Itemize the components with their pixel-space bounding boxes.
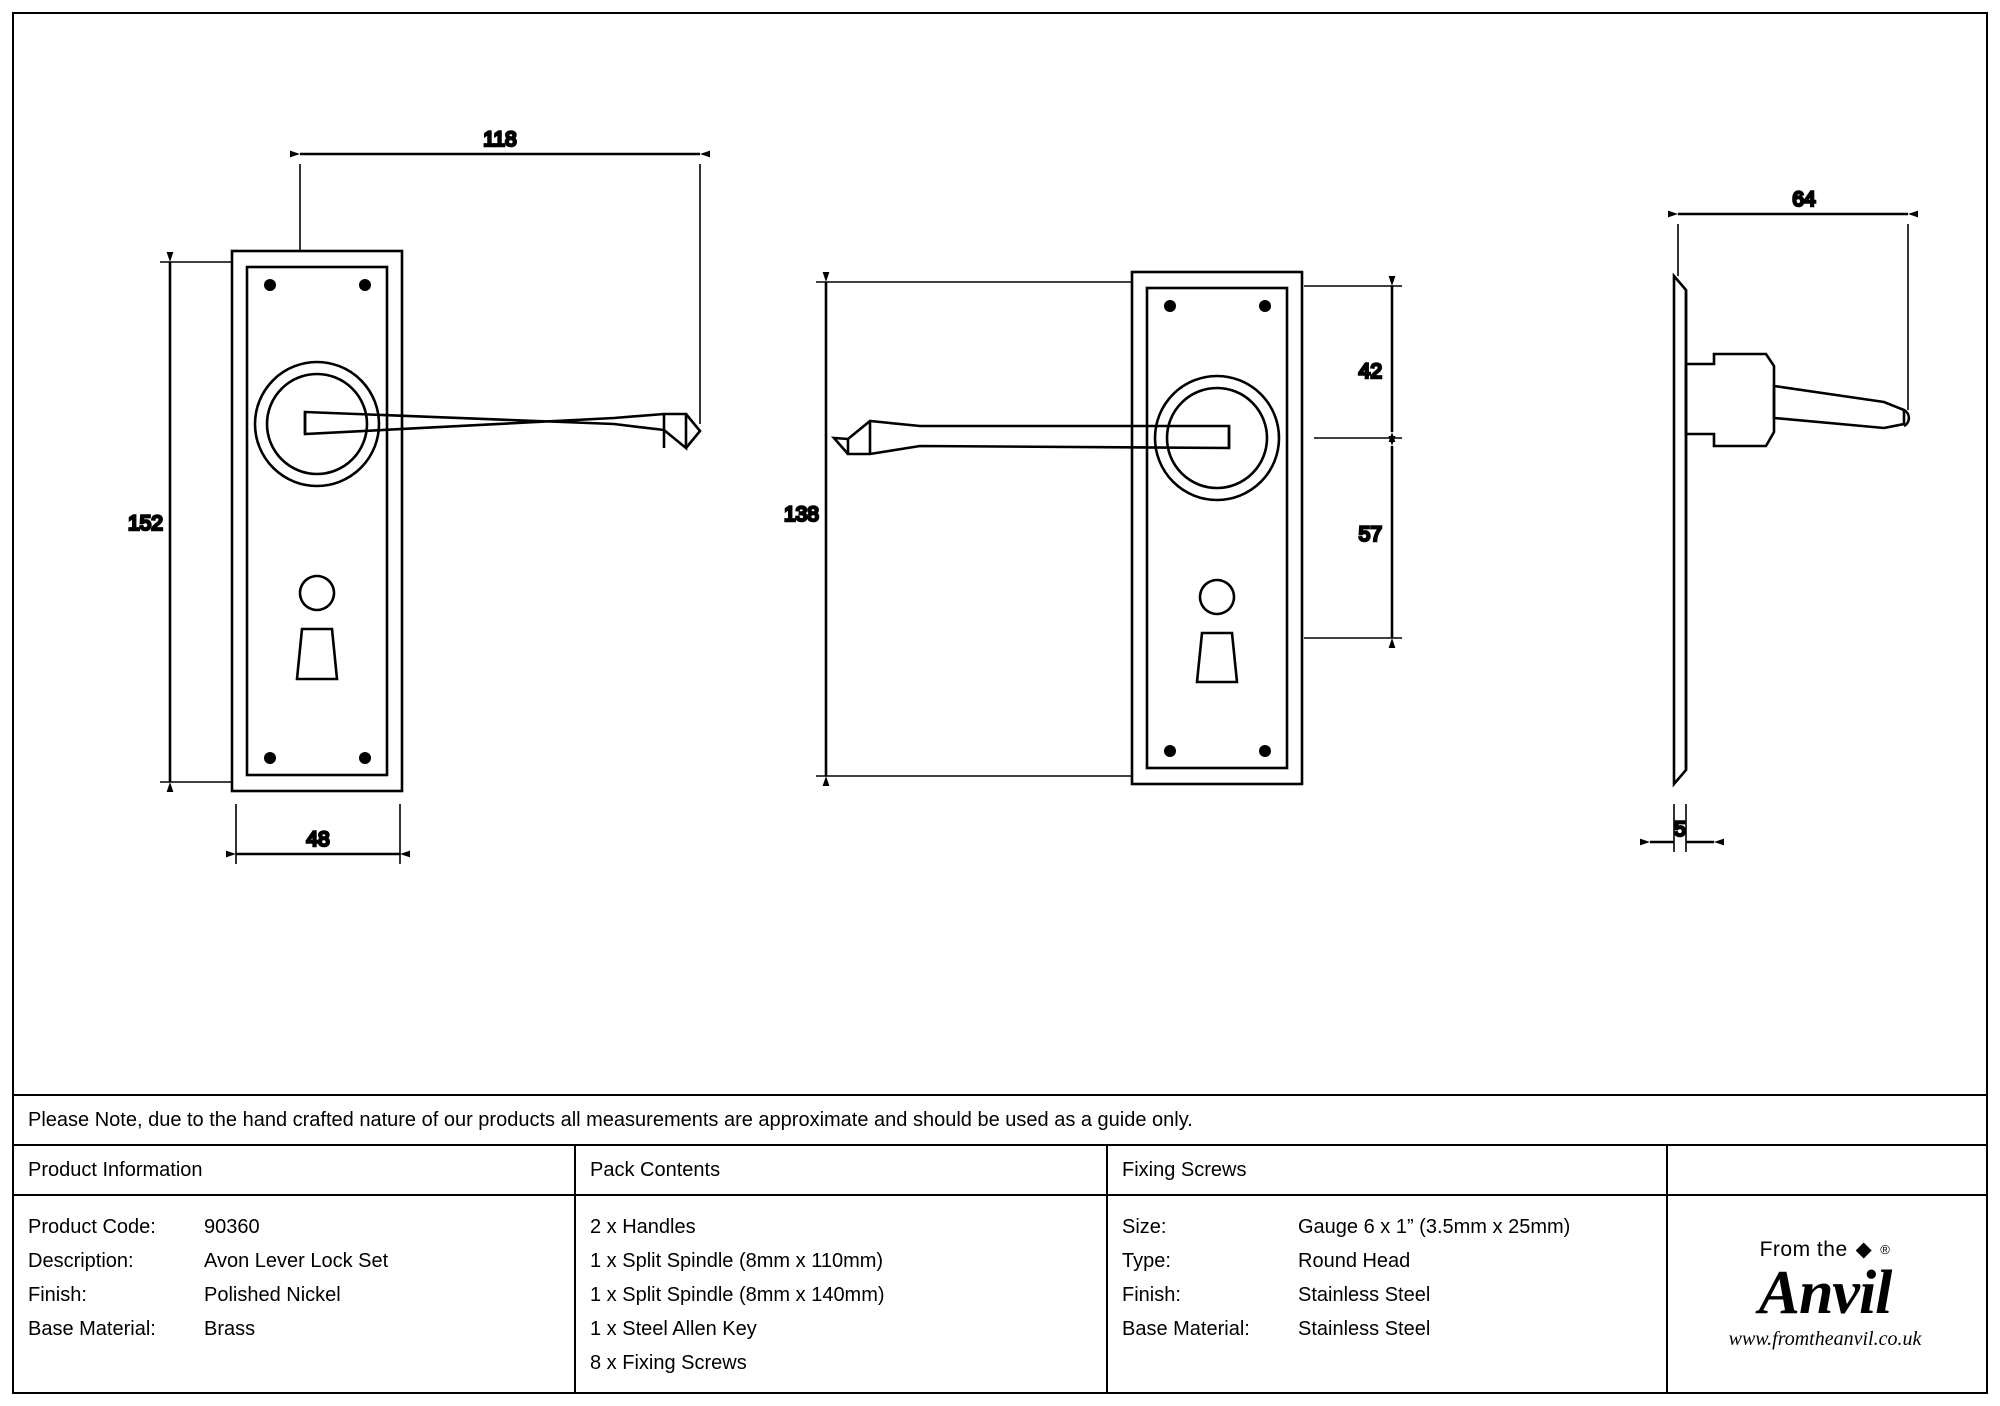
- logo-from-the-text: From the: [1759, 1237, 1848, 1261]
- screw-size-label: Size:: [1122, 1216, 1167, 1238]
- dim-152: 152: [127, 512, 163, 535]
- screw-finish-label: Finish:: [1122, 1284, 1181, 1306]
- screw-size-value: Gauge 6 x 1” (3.5mm x 25mm): [1298, 1216, 1571, 1238]
- finish-label: Finish:: [28, 1284, 87, 1306]
- note-row: [14, 1094, 1986, 1146]
- diamond-icon: ◆: [1855, 1238, 1873, 1261]
- table-row: [28, 1312, 574, 1346]
- header-pack-contents: Pack Contents: [574, 1146, 1106, 1194]
- table-row: [1122, 1312, 1666, 1346]
- screw-type-label: Type:: [1122, 1250, 1171, 1272]
- dim-5: 5: [1674, 818, 1686, 841]
- fixing-screws-cell: [1106, 1196, 1666, 1392]
- info-table: [14, 1094, 1986, 1392]
- list-item: 1 x Split Spindle (8mm x 110mm): [590, 1250, 884, 1272]
- dim-42: 42: [1358, 360, 1382, 383]
- dim-138: 138: [783, 503, 819, 526]
- description-label: Description:: [28, 1250, 134, 1272]
- dim-118: 118: [483, 128, 517, 151]
- technical-drawing: [14, 14, 1986, 1094]
- logo-wordmark: Anvil: [1758, 1259, 1892, 1327]
- base-material-label: Base Material:: [28, 1318, 156, 1340]
- dim-48: 48: [306, 828, 330, 851]
- list-item: 1 x Steel Allen Key: [590, 1318, 757, 1340]
- table-header-row: [14, 1146, 1986, 1196]
- list-item: 8 x Fixing Screws: [590, 1352, 747, 1374]
- screw-type-value: Round Head: [1298, 1250, 1411, 1272]
- pack-contents-cell: [574, 1196, 1106, 1392]
- table-row: [1122, 1278, 1666, 1312]
- header-fixing-screws: Fixing Screws: [1106, 1146, 1666, 1194]
- list-item: 1 x Split Spindle (8mm x 140mm): [590, 1284, 885, 1306]
- brand-logo: [1668, 1196, 1982, 1392]
- screw-base-material-value: Stainless Steel: [1298, 1318, 1431, 1340]
- screw-base-material-label: Base Material:: [1122, 1318, 1250, 1340]
- header-product-information: Product Information: [28, 1158, 203, 1181]
- screw-finish-value: Stainless Steel: [1298, 1284, 1431, 1306]
- table-row: [1122, 1244, 1666, 1278]
- registered-icon: ®: [1880, 1242, 1891, 1257]
- table-row: [28, 1244, 574, 1278]
- table-row: [28, 1210, 574, 1244]
- logo-cell: [1666, 1196, 1982, 1392]
- logo-url: www.fromtheanvil.co.uk: [1728, 1328, 1922, 1350]
- header-logo-cell: [1666, 1146, 1982, 1194]
- dim-57: 57: [1358, 523, 1382, 546]
- product-code-value: 90360: [204, 1216, 260, 1238]
- table-row: [28, 1278, 574, 1312]
- product-information-cell: [14, 1196, 574, 1392]
- base-material-value: Brass: [204, 1318, 256, 1340]
- dim-64: 64: [1792, 188, 1816, 211]
- finish-value: Polished Nickel: [204, 1284, 341, 1306]
- product-code-label: Product Code:: [28, 1216, 156, 1238]
- table-body-row: [14, 1196, 1986, 1392]
- drawing-sheet: [12, 12, 1988, 1394]
- description-value: Avon Lever Lock Set: [204, 1250, 389, 1272]
- note-text: Please Note, due to the hand crafted nature of our products all measurements are approximate and should be used as a guide only.: [28, 1108, 1193, 1131]
- table-row: [1122, 1210, 1666, 1244]
- list-item: 2 x Handles: [590, 1216, 696, 1238]
